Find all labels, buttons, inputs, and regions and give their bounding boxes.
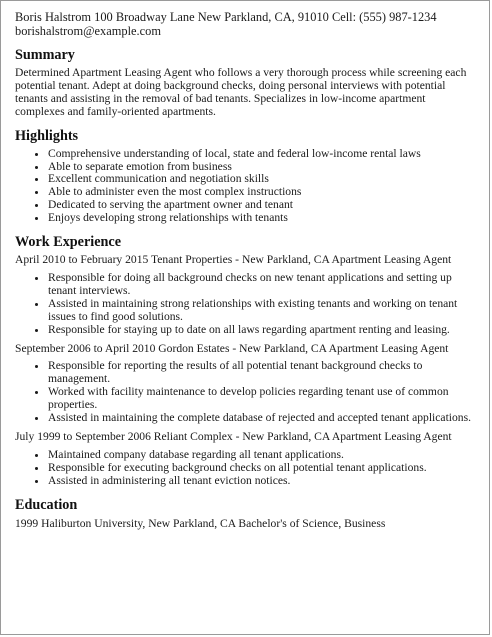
- list-item: • Responsible for executing background checks on all potential tenant applications.: [48, 462, 475, 475]
- job-title: July 1999 to September 2006 Reliant Complex - New Parkland, CA Apartment Leasing Agent: [15, 429, 452, 443]
- list-item: • Assisted in maintaining the complete database of rejected and accepted tenant applications.: [48, 412, 475, 425]
- job-entry: [15, 343, 475, 425]
- list-item: • Assisted in maintaining strong relationships with existing tenants and working on tenant issues to find good solutions.: [48, 298, 475, 324]
- summary-text: Determined Apartment Leasing Agent who follows a very thorough process while screening each potential tenant. Adept at doing background checks, doing personal interviews with potential tenants and assisting in the removal of bad tenants. Specializes in low-income apartment complexes and family-oriented apartments.: [15, 66, 467, 118]
- job-entry: [15, 254, 475, 336]
- experience-heading: Work Experience: [15, 234, 121, 251]
- list-item: • Dedicated to serving the apartment owner and tenant: [48, 199, 475, 212]
- highlights-heading: Highlights: [15, 127, 79, 144]
- list-item: • Responsible for reporting the results of all potential tenant background checks to management.: [48, 360, 475, 386]
- job-bullets: [15, 449, 475, 488]
- contact-line: Boris Halstrom 100 Broadway Lane New Parkland, CA, 91010 Cell: (555) 987-1234: [15, 10, 437, 24]
- job-bullets: [15, 272, 475, 337]
- list-item: • Comprehensive understanding of local, state and federal low-income rental laws: [48, 148, 475, 161]
- education-heading: Education: [15, 496, 78, 513]
- highlights-list: [15, 148, 475, 225]
- summary-heading: Summary: [15, 47, 75, 63]
- job-bullets: [15, 360, 475, 425]
- list-item: • Worked with facility maintenance to develop policies regarding tenant use of common properties.: [48, 386, 475, 412]
- education-text: 1999 Haliburton University, New Parkland, CA Bachelor's of Science, Business: [15, 516, 386, 530]
- list-item: • Enjoys developing strong relationships with tenants: [48, 212, 475, 225]
- job-title: April 2010 to February 2015 Tenant Properties - New Parkland, CA Apartment Leasing Agent: [15, 253, 452, 267]
- list-item: • Excellent communication and negotiation skills: [48, 173, 475, 186]
- list-item: • Maintained company database regarding all tenant applications.: [48, 449, 475, 462]
- contact-email: borishalstrom@example.com: [15, 23, 161, 38]
- job-entry: [15, 431, 475, 488]
- list-item: • Responsible for staying up to date on all laws regarding apartment renting and leasing.: [48, 324, 475, 337]
- job-title: September 2006 to April 2010 Gordon Estates - New Parkland, CA Apartment Leasing Agent: [15, 341, 449, 355]
- list-item: • Assisted in administering all tenant eviction notices.: [48, 475, 475, 488]
- list-item: • Responsible for doing all background checks on new tenant applications and setting up tenant interviews.: [48, 272, 475, 298]
- list-item: • Able to separate emotion from business: [48, 161, 475, 174]
- list-item: • Able to administer even the most complex instructions: [48, 186, 475, 199]
